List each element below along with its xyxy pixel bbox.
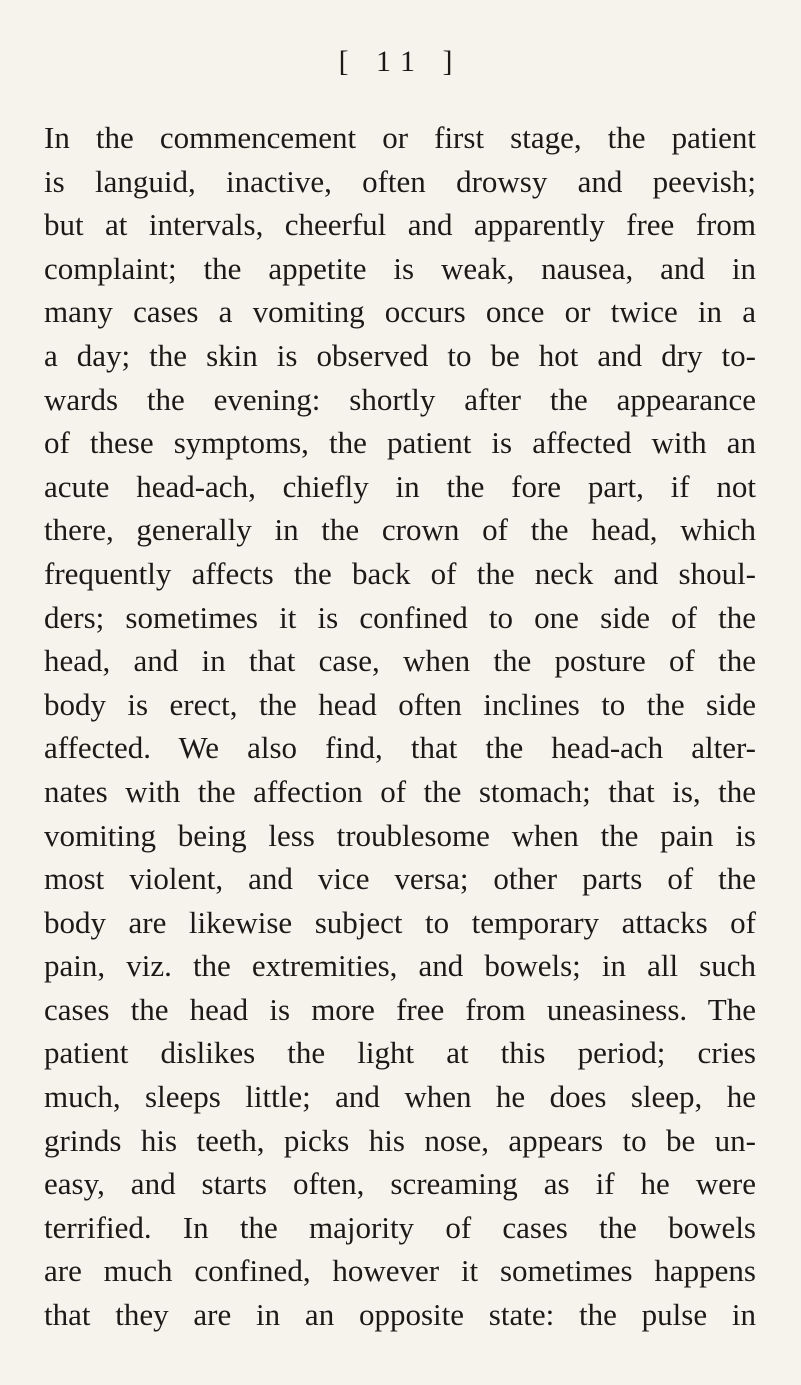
text-line-26: terrified. In the majority of cases the bowels <box>44 1209 756 1245</box>
text-line-1: In the commencement or first stage, the patient <box>44 120 756 155</box>
text-line-12: ders; sometimes it is confined to one side of the <box>44 599 756 635</box>
text-line-19: body are likewise subject to temporary attacks of <box>44 904 756 940</box>
text-line-23: much, sleeps little; and when he does sleep, he <box>44 1079 756 1115</box>
text-line-7: wards the evening: shortly after the appearance <box>44 381 756 417</box>
text-line-17: vomiting being less troublesome when the pain is <box>44 817 756 853</box>
text-line-24: grinds his teeth, picks his nose, appears to be un- <box>44 1122 756 1158</box>
text-line-11: frequently affects the back of the neck and shoul- <box>44 555 756 591</box>
text-line-21: cases the head is more free from uneasiness. The <box>44 991 756 1027</box>
text-line-9: acute head-ach, chiefly in the fore part, if not <box>44 468 756 504</box>
text-line-22: patient dislikes the light at this period; cries <box>44 1035 756 1071</box>
text-line-2: is languid, inactive, often drowsy and peevish; <box>44 163 756 199</box>
text-line-4: complaint; the appetite is weak, nausea, and in <box>44 250 756 286</box>
text-line-10: there, generally in the crown of the head, which <box>44 512 756 548</box>
text-line-8: of these symptoms, the patient is affected with an <box>44 425 756 461</box>
text-line-15: affected. We also find, that the head-ach alter- <box>44 730 756 766</box>
body-text <box>44 116 756 1337</box>
text-line-28: that they are in an opposite state: the pulse in <box>44 1297 756 1333</box>
text-line-16: nates with the affection of the stomach; that is, the <box>44 773 756 809</box>
text-line-18: most violent, and vice versa; other parts of the <box>44 861 756 897</box>
page-number: [ 11 ] <box>338 45 463 78</box>
text-line-20: pain, viz. the extremities, and bowels; in all such <box>44 948 756 984</box>
text-line-5: many cases a vomiting occurs once or twice in a <box>44 294 756 330</box>
text-line-27: are much confined, however it sometimes happens <box>44 1253 756 1289</box>
text-line-3: but at intervals, cheerful and apparently free from <box>44 207 756 243</box>
text-line-25: easy, and starts often, screaming as if he were <box>44 1166 756 1202</box>
text-line-14: body is erect, the head often inclines to the side <box>44 686 756 722</box>
text-line-13: head, and in that case, when the posture of the <box>44 643 756 679</box>
text-line-6: a day; the skin is observed to be hot and dry to- <box>44 337 756 373</box>
